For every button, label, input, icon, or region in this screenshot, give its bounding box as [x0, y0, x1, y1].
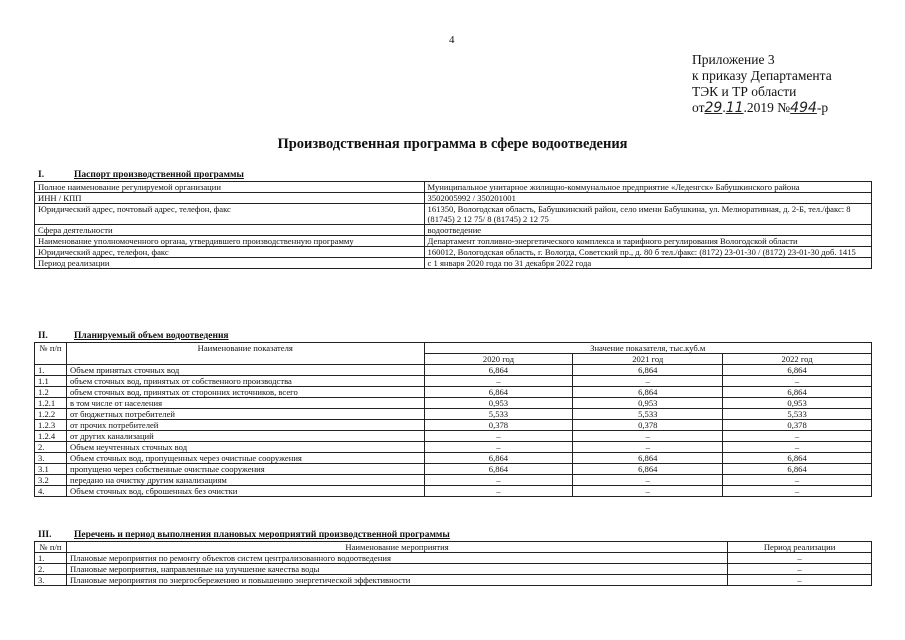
row-number: 1.: [35, 365, 67, 376]
row-number: 3.1: [35, 464, 67, 475]
date-suffix: -р: [816, 100, 829, 115]
column-header-indicator: Наименование показателя: [66, 343, 424, 365]
handwritten-number: 494: [790, 100, 817, 116]
table-row: [35, 204, 872, 225]
table-row: [35, 182, 872, 193]
table-row: [35, 398, 872, 409]
table-row: [35, 486, 872, 497]
value-cell: –: [723, 442, 872, 453]
date-year: .2019 №: [743, 100, 791, 115]
row-number: 1.2: [35, 387, 67, 398]
passport-value: 161350, Вологодская область, Бабушкинский район, село имени Бабушкина, ул. Мелиоративная, д. 2-Б, тел./факс: 8 (81745) 2 12 75/ 8 (81745) 2 12 75: [424, 204, 871, 225]
value-cell: –: [424, 376, 573, 387]
passport-label: ИНН / КПП: [35, 193, 425, 204]
column-header-year: 2022 год: [723, 354, 872, 365]
appendix-date-line: от29.11.2019 №494-р: [692, 100, 829, 116]
passport-label: Наименование уполномоченного органа, утвердившего производственную программу: [35, 236, 425, 247]
value-cell: 5,533: [723, 409, 872, 420]
value-cell: 6,864: [573, 453, 723, 464]
section-2-number: II.: [38, 331, 48, 341]
period-cell: –: [728, 575, 872, 586]
indicator-name: от других канализаций: [66, 431, 424, 442]
indicator-name: Объем сточных вод, сброшенных без очистки: [66, 486, 424, 497]
value-cell: 0,378: [723, 420, 872, 431]
measure-name: Плановые мероприятия по ремонту объектов систем централизованного водоотведения: [66, 553, 727, 564]
row-number: 2.: [35, 442, 67, 453]
passport-label: Период реализации: [35, 258, 425, 269]
indicator-name: Объем неучтенных сточных вод: [66, 442, 424, 453]
table-header-row: [35, 343, 872, 354]
table-row: [35, 236, 872, 247]
row-number: 1.2.1: [35, 398, 67, 409]
period-cell: –: [728, 564, 872, 575]
passport-value: Департамент топливно-энергетического комплекса и тарифного регулирования Вологодской области: [424, 236, 871, 247]
value-cell: 0,953: [424, 398, 573, 409]
table-row: [35, 420, 872, 431]
table-row: [35, 387, 872, 398]
value-cell: –: [424, 475, 573, 486]
period-cell: –: [728, 553, 872, 564]
value-cell: –: [573, 486, 723, 497]
value-cell: 6,864: [424, 453, 573, 464]
row-number: 1.1: [35, 376, 67, 387]
value-cell: –: [424, 431, 573, 442]
table-row: [35, 365, 872, 376]
handwritten-month: 11: [725, 100, 744, 116]
section-2-title: Планируемый объем водоотведения: [74, 331, 229, 341]
value-cell: –: [723, 431, 872, 442]
value-cell: –: [573, 376, 723, 387]
value-cell: 5,533: [573, 409, 723, 420]
column-header-year: 2021 год: [573, 354, 723, 365]
value-cell: –: [424, 442, 573, 453]
value-cell: –: [723, 376, 872, 387]
indicator-name: объем сточных вод, принятых от собственного производства: [66, 376, 424, 387]
section-1-heading: [38, 170, 244, 180]
column-header-year: 2020 год: [424, 354, 573, 365]
passport-value: 160012, Вологодская область, г. Вологда, Советский пр., д. 80 б тел./факс: (8172) 23-01-30 / (8172) 23-01-30 доб. 1415: [424, 247, 871, 258]
value-cell: 6,864: [424, 387, 573, 398]
value-cell: –: [723, 486, 872, 497]
date-prefix: от: [692, 100, 705, 115]
row-number: 3.2: [35, 475, 67, 486]
section-1-number: I.: [38, 170, 45, 180]
value-cell: 6,864: [723, 387, 872, 398]
row-number: 1.2.3: [35, 420, 67, 431]
row-number: 1.2.2: [35, 409, 67, 420]
indicator-name: Объем принятых сточных вод: [66, 365, 424, 376]
value-cell: 6,864: [573, 464, 723, 475]
indicator-name: в том числе от населения: [66, 398, 424, 409]
passport-value: 3502005992 / 350201001: [424, 193, 871, 204]
handwritten-day: 29: [704, 100, 723, 116]
passport-label: Сфера деятельности: [35, 225, 425, 236]
row-number: 3.: [35, 575, 67, 586]
indicator-name: объем сточных вод, принятых от сторонних источников, всего: [66, 387, 424, 398]
value-cell: 6,864: [573, 365, 723, 376]
value-cell: 6,864: [723, 464, 872, 475]
passport-value: с 1 января 2020 года по 31 декабря 2022 года: [424, 258, 871, 269]
indicator-name: пропущено через собственные очистные сооружения: [66, 464, 424, 475]
table-row: [35, 564, 872, 575]
column-header-number: № п/п: [35, 343, 67, 365]
indicator-name: от бюджетных потребителей: [66, 409, 424, 420]
column-header-period: Период реализации: [728, 542, 872, 553]
value-cell: 6,864: [573, 387, 723, 398]
table-row: [35, 225, 872, 236]
table-row: [35, 575, 872, 586]
appendix-line-2: к приказу Департамента: [692, 68, 832, 83]
measures-table: [34, 541, 872, 586]
table-row: [35, 258, 872, 269]
table-row: [35, 442, 872, 453]
measure-name: Плановые мероприятия по энергосбережению и повышению энергетической эффективности: [66, 575, 727, 586]
row-number: 1.2.4: [35, 431, 67, 442]
value-cell: –: [723, 475, 872, 486]
volume-table: [34, 342, 872, 497]
section-3-number: III.: [38, 530, 52, 540]
row-number: 4.: [35, 486, 67, 497]
passport-label: Юридический адрес, почтовый адрес, телефон, факс: [35, 204, 425, 225]
column-header-number: № п/п: [35, 542, 67, 553]
row-number: 1.: [35, 553, 67, 564]
value-cell: 6,864: [424, 464, 573, 475]
section-3-title: Перечень и период выполнения плановых мероприятий производственной программы: [74, 530, 450, 540]
passport-label: Полное наименование регулируемой организации: [35, 182, 425, 193]
measure-name: Плановые мероприятия, направленные на улучшение качества воды: [66, 564, 727, 575]
indicator-name: от прочих потребителей: [66, 420, 424, 431]
table-row: [35, 553, 872, 564]
row-number: 3.: [35, 453, 67, 464]
table-row: [35, 376, 872, 387]
value-cell: 0,378: [573, 420, 723, 431]
table-row: [35, 464, 872, 475]
value-cell: 5,533: [424, 409, 573, 420]
section-1-title: Паспорт производственной программы: [74, 170, 244, 180]
appendix-header: [692, 52, 832, 116]
value-cell: –: [573, 442, 723, 453]
appendix-line-3: ТЭК и ТР области: [692, 84, 797, 99]
value-cell: 0,953: [723, 398, 872, 409]
document-title: Производственная программа в сфере водоотведения: [277, 136, 628, 152]
table-row: [35, 431, 872, 442]
passport-label: Юридический адрес, телефон, факс: [35, 247, 425, 258]
value-cell: 0,953: [573, 398, 723, 409]
table-row: [35, 409, 872, 420]
indicator-name: передано на очистку другим канализациям: [66, 475, 424, 486]
passport-table: [34, 181, 872, 269]
value-cell: –: [573, 431, 723, 442]
passport-value: Муниципальное унитарное жилищно-коммунальное предприятие «Леденгск» Бабушкинского района: [424, 182, 871, 193]
value-cell: 6,864: [723, 365, 872, 376]
appendix-line-1: Приложение 3: [692, 52, 775, 67]
row-number: 2.: [35, 564, 67, 575]
table-row: [35, 453, 872, 464]
section-3-heading: [38, 530, 450, 540]
value-cell: 0,378: [424, 420, 573, 431]
table-header-row: [35, 542, 872, 553]
column-header-measure: Наименование мероприятия: [66, 542, 727, 553]
indicator-name: Объем сточных вод, пропущенных через очистные сооружения: [66, 453, 424, 464]
page-number: 4: [449, 34, 455, 46]
value-cell: 6,864: [424, 365, 573, 376]
table-row: [35, 475, 872, 486]
table-row: [35, 193, 872, 204]
column-header-value: Значение показателя, тыс.куб.м: [424, 343, 871, 354]
value-cell: –: [573, 475, 723, 486]
passport-value: водоотведение: [424, 225, 871, 236]
value-cell: –: [424, 486, 573, 497]
table-row: [35, 247, 872, 258]
section-2-heading: [38, 331, 229, 341]
value-cell: 6,864: [723, 453, 872, 464]
